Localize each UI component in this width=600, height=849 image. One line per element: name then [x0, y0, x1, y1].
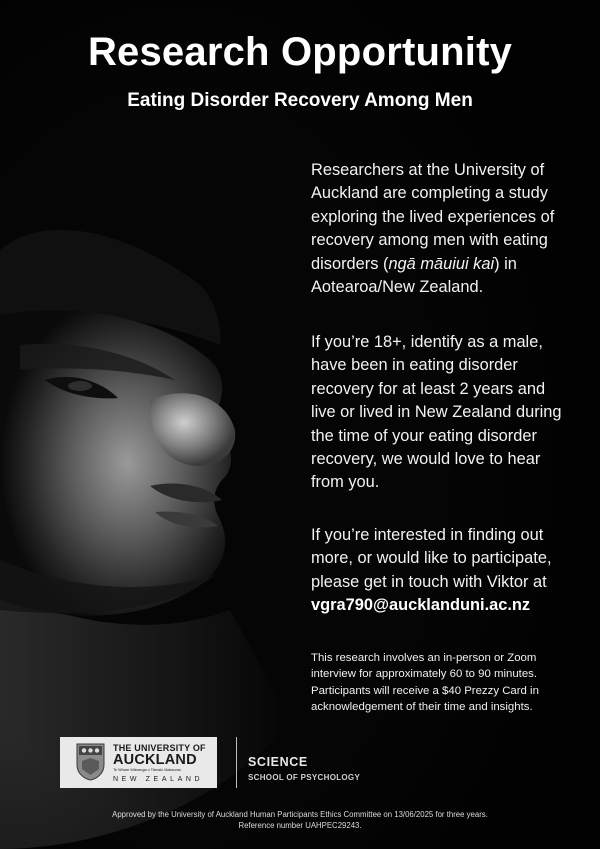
- contact-paragraph: [311, 524, 573, 618]
- ethics-approval-text: Approved by the University of Auckland Human Participants Ethics Committee on 13/06/2025 for three years.: [112, 810, 488, 819]
- logo-line-maori-name: Te Whare Wānanga o Tāmaki Makaurau: [113, 768, 182, 772]
- university-logo: [60, 737, 217, 788]
- ethics-reference-number: Reference number UAHPEC29243.: [238, 820, 362, 830]
- study-description-end: ) in Aotearoa/New Zealand.: [311, 254, 517, 297]
- page-subtitle: Eating Disorder Recovery Among Men: [127, 90, 473, 111]
- te-reo-term: ngā māuiui kai: [388, 254, 495, 273]
- study-description-start: Researchers at the University of Auckland are completing a study exploring the lived experiences of recovery among men with eating disorders (: [311, 161, 555, 273]
- study-description: [311, 159, 573, 299]
- eligibility-text: If you’re 18+, identify as a male, have been in eating disorder recovery for at least 2 years and live or lived in New Zealand during the time of your eating disorder recovery, we would love to hear from you.: [311, 333, 562, 492]
- school-name: SCHOOL OF PSYCHOLOGY: [248, 773, 361, 782]
- faculty-name: SCIENCE: [248, 755, 308, 769]
- ethics-footer: [0, 810, 600, 831]
- logo-divider: [236, 737, 237, 788]
- contact-text: If you’re interested in finding out more, or would like to participate, please get in touch with Viktor at: [311, 526, 552, 591]
- research-note: This research involves an in-person or Zoom interview for approximately 60 to 90 minutes. Participants will receive a $40 Prezzy Card in acknowledgement of their time and insights.: [311, 652, 539, 713]
- logo-line-auckland: AUCKLAND: [113, 752, 197, 768]
- logo-line-country: NEW ZEALAND: [113, 776, 204, 783]
- contact-email-link[interactable]: vgra790@aucklanduni.ac.nz: [311, 596, 531, 615]
- page-title: Research Opportunity: [87, 30, 513, 74]
- university-crest-icon: [76, 743, 105, 781]
- logo-line-university: THE UNIVERSITY OF: [113, 743, 206, 753]
